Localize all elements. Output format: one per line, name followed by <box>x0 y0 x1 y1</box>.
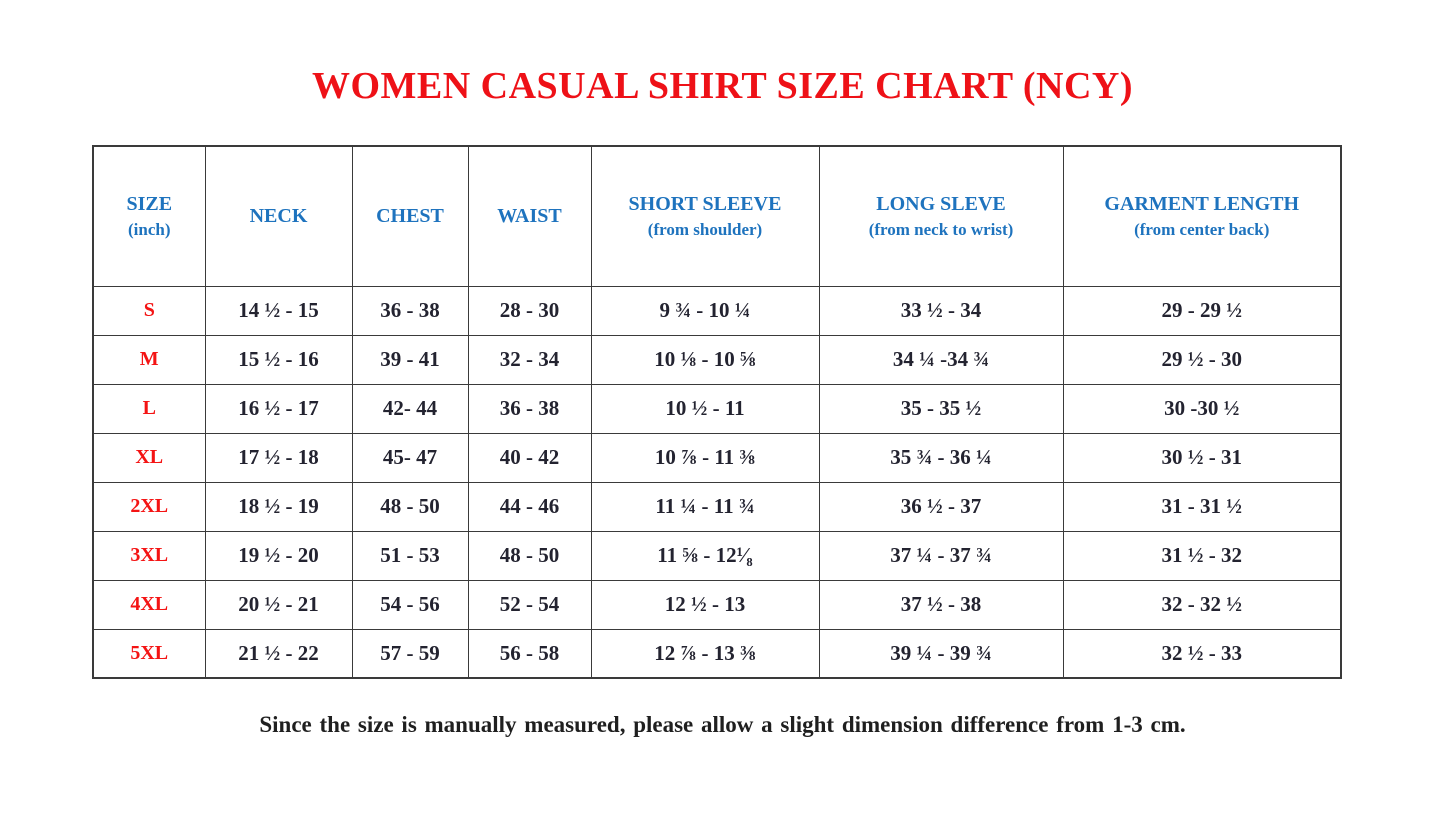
cell-waist: 44 - 46 <box>468 482 591 531</box>
cell-neck: 17 ½ - 18 <box>205 433 352 482</box>
cell-garment-length: 30 -30 ½ <box>1063 384 1341 433</box>
cell-chest: 39 - 41 <box>352 335 468 384</box>
table-row-2xl <box>93 482 1341 531</box>
cell-chest: 45- 47 <box>352 433 468 482</box>
column-title: LONG SLEVE <box>876 193 1006 216</box>
table-row-5xl <box>93 629 1341 678</box>
cell-chest: 51 - 53 <box>352 531 468 580</box>
cell-garment-length: 29 ½ - 30 <box>1063 335 1341 384</box>
cell-waist: 32 - 34 <box>468 335 591 384</box>
cell-short-sleeve: 11 ¼ - 11 ¾ <box>591 482 819 531</box>
cell-short-sleeve: 10 ½ - 11 <box>591 384 819 433</box>
cell-short-sleeve: 10 ⅛ - 10 ⅝ <box>591 335 819 384</box>
cell-long-sleve: 39 ¼ - 39 ¾ <box>819 629 1063 678</box>
cell-garment-length: 29 - 29 ½ <box>1063 286 1341 335</box>
cell-garment-length: 31 ½ - 32 <box>1063 531 1341 580</box>
cell-waist: 52 - 54 <box>468 580 591 629</box>
cell-garment-length: 30 ½ - 31 <box>1063 433 1341 482</box>
cell-waist: 48 - 50 <box>468 531 591 580</box>
cell-chest: 57 - 59 <box>352 629 468 678</box>
cell-chest: 48 - 50 <box>352 482 468 531</box>
column-subtitle: (from center back) <box>1134 220 1270 240</box>
cell-neck: 15 ½ - 16 <box>205 335 352 384</box>
column-header-waist <box>468 146 591 286</box>
column-subtitle: (from neck to wrist) <box>868 220 1014 240</box>
header-row <box>93 146 1341 286</box>
cell-short-sleeve: 11 ⅝ - 12¹⁄₈ <box>591 531 819 580</box>
cell-waist: 36 - 38 <box>468 384 591 433</box>
table-body <box>93 286 1341 678</box>
size-label: 3XL <box>93 531 205 580</box>
cell-garment-length: 32 - 32 ½ <box>1063 580 1341 629</box>
page-title: WOMEN CASUAL SHIRT SIZE CHART (NCY) <box>311 65 1134 107</box>
size-label: L <box>93 384 205 433</box>
cell-waist: 40 - 42 <box>468 433 591 482</box>
measurement-note: Since the size is manually measured, please allow a slight dimension difference from 1-3 cm. <box>259 712 1186 737</box>
column-title: GARMENT LENGTH <box>1104 193 1300 216</box>
cell-chest: 36 - 38 <box>352 286 468 335</box>
cell-short-sleeve: 10 ⅞ - 11 ⅜ <box>591 433 819 482</box>
size-label: 4XL <box>93 580 205 629</box>
column-header-chest <box>352 146 468 286</box>
column-title: CHEST <box>376 205 444 228</box>
cell-short-sleeve: 12 ⅞ - 13 ⅜ <box>591 629 819 678</box>
table-row-s <box>93 286 1341 335</box>
cell-long-sleve: 35 - 35 ½ <box>819 384 1063 433</box>
column-title: SIZE <box>126 193 173 216</box>
size-label: S <box>93 286 205 335</box>
table-row-4xl <box>93 580 1341 629</box>
cell-neck: 21 ½ - 22 <box>205 629 352 678</box>
table-header <box>93 146 1341 286</box>
table-row-l <box>93 384 1341 433</box>
cell-long-sleve: 34 ¼ -34 ¾ <box>819 335 1063 384</box>
cell-chest: 42- 44 <box>352 384 468 433</box>
size-label: M <box>93 335 205 384</box>
cell-short-sleeve: 9 ¾ - 10 ¼ <box>591 286 819 335</box>
column-header-short-sleeve <box>591 146 819 286</box>
table-row-xl <box>93 433 1341 482</box>
column-header-long-sleve <box>819 146 1063 286</box>
cell-long-sleve: 37 ¼ - 37 ¾ <box>819 531 1063 580</box>
cell-garment-length: 31 - 31 ½ <box>1063 482 1341 531</box>
cell-chest: 54 - 56 <box>352 580 468 629</box>
size-label: 5XL <box>93 629 205 678</box>
column-subtitle: (inch) <box>128 220 171 240</box>
cell-short-sleeve: 12 ½ - 13 <box>591 580 819 629</box>
column-title: WAIST <box>497 205 562 228</box>
cell-neck: 16 ½ - 17 <box>205 384 352 433</box>
size-chart-table <box>92 145 1342 679</box>
cell-neck: 20 ½ - 21 <box>205 580 352 629</box>
table-row-3xl <box>93 531 1341 580</box>
cell-neck: 19 ½ - 20 <box>205 531 352 580</box>
cell-long-sleve: 33 ½ - 34 <box>819 286 1063 335</box>
column-header-garment-length <box>1063 146 1341 286</box>
cell-waist: 56 - 58 <box>468 629 591 678</box>
cell-waist: 28 - 30 <box>468 286 591 335</box>
column-title: NECK <box>249 205 308 228</box>
column-header-neck <box>205 146 352 286</box>
cell-long-sleve: 36 ½ - 37 <box>819 482 1063 531</box>
cell-neck: 14 ½ - 15 <box>205 286 352 335</box>
cell-long-sleve: 35 ¾ - 36 ¼ <box>819 433 1063 482</box>
cell-garment-length: 32 ½ - 33 <box>1063 629 1341 678</box>
column-header-size <box>93 146 205 286</box>
column-subtitle: (from shoulder) <box>647 220 763 240</box>
column-title: SHORT SLEEVE <box>628 193 782 216</box>
table-row-m <box>93 335 1341 384</box>
cell-long-sleve: 37 ½ - 38 <box>819 580 1063 629</box>
size-label: 2XL <box>93 482 205 531</box>
cell-neck: 18 ½ - 19 <box>205 482 352 531</box>
size-label: XL <box>93 433 205 482</box>
